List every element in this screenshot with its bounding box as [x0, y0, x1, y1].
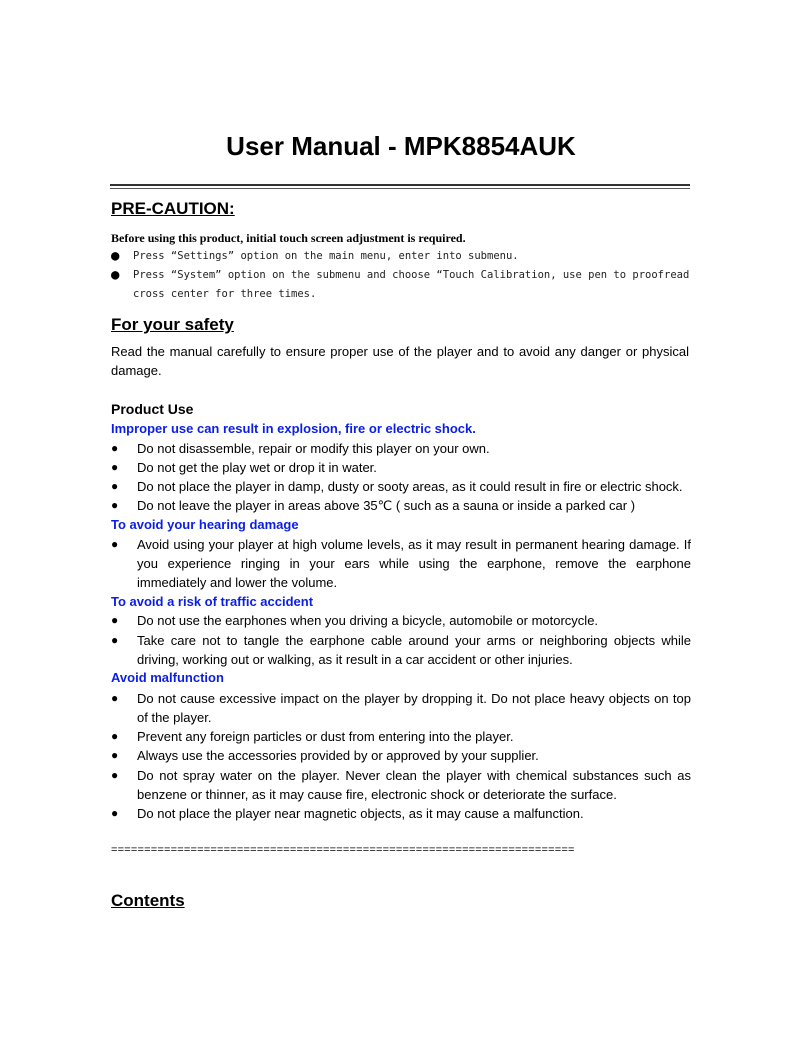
- list-item-text: Take care not to tangle the earphone cable around your arms or neighboring objects while driving, working out or walking, as it result in a car accident or other injuries.: [137, 633, 691, 667]
- precaution-heading: PRE-CAUTION:: [111, 199, 235, 218]
- list-item-text: Do not use the earphones when you driving a bicycle, automobile or motorcycle.: [137, 613, 599, 628]
- product-use-warning: Improper use can result in explosion, fire or electric shock.: [111, 421, 476, 436]
- list-item: [111, 496, 691, 515]
- safety-heading: For your safety: [111, 315, 234, 334]
- list-item-text: Prevent any foreign particles or dust from entering into the player.: [137, 729, 514, 744]
- list-item-text: Avoid using your player at high volume levels, as it may result in permanent hearing damage. If you experience ringing in your ears while using the earphone, remove the earphone immediately and lower the volume.: [137, 537, 691, 590]
- precaution-item-text: Press “System” option on the submenu and choose “Touch Calibration, use pen to proofread cross center for three times.: [133, 269, 690, 300]
- list-item-text: Do not cause excessive impact on the player by dropping it. Do not place heavy objects on top of the player.: [137, 691, 691, 725]
- bullet-icon: ●: [111, 248, 120, 264]
- bullet-icon: ●: [111, 537, 119, 551]
- list-item: [111, 439, 691, 458]
- list-item: [111, 477, 691, 496]
- bullet-icon: ●: [111, 768, 119, 782]
- title-rule-thick: [110, 184, 690, 186]
- list-item-text: Do not get the play wet or drop it in water.: [137, 460, 377, 475]
- bullet-icon: ●: [111, 806, 119, 820]
- precaution-intro: Before using this product, initial touch screen adjustment is required.: [111, 231, 466, 245]
- bullet-icon: ●: [111, 441, 119, 455]
- list-item-text: Always use the accessories provided by or approved by your supplier.: [137, 748, 539, 763]
- list-item: [111, 804, 691, 823]
- product-use-heading: Product Use: [111, 401, 194, 417]
- list-item: [111, 535, 691, 592]
- separator-line: ======================================================================: [111, 844, 575, 856]
- malfunction-heading: Avoid malfunction: [111, 670, 224, 685]
- bullet-icon: ●: [111, 267, 120, 283]
- traffic-heading: To avoid a risk of traffic accident: [111, 594, 314, 609]
- bullet-icon: ●: [111, 613, 119, 627]
- list-item: [111, 458, 691, 477]
- list-item: [111, 689, 691, 727]
- bullet-icon: ●: [111, 460, 119, 474]
- bullet-icon: ●: [111, 748, 119, 762]
- contents-heading: Contents: [111, 891, 185, 910]
- document-title: User Manual - MPK8854AUK: [226, 131, 576, 161]
- list-item-text: Do not place the player near magnetic objects, as it may cause a malfunction.: [137, 806, 584, 821]
- list-item: [111, 631, 691, 669]
- list-item: [111, 611, 691, 630]
- bullet-icon: ●: [111, 633, 119, 647]
- title-rule-thin: [110, 188, 690, 189]
- safety-paragraph: Read the manual carefully to ensure proper use of the player and to avoid any danger or physical damage.: [111, 344, 689, 378]
- list-item-text: Do not spray water on the player. Never clean the player with chemical substances such as benzene or thinner, as it may cause fire, electronic shock or deteriorate the surface.: [137, 768, 691, 802]
- list-item-text: Do not place the player in damp, dusty or sooty areas, as it could result in fire or electric shock.: [137, 479, 683, 494]
- list-item-text: Do not disassemble, repair or modify this player on your own.: [137, 441, 490, 456]
- precaution-item: [111, 266, 701, 304]
- bullet-icon: ●: [111, 498, 119, 512]
- precaution-item: [111, 247, 701, 266]
- precaution-item-text: Press “Settings” option on the main menu, enter into submenu.: [133, 250, 519, 262]
- list-item: [111, 727, 691, 746]
- bullet-icon: ●: [111, 691, 119, 705]
- list-item: [111, 766, 691, 804]
- list-item-text: Do not leave the player in areas above 35℃ ( such as a sauna or inside a parked car ): [137, 498, 636, 513]
- hearing-heading: To avoid your hearing damage: [111, 517, 299, 532]
- list-item: [111, 746, 691, 765]
- bullet-icon: ●: [111, 729, 119, 743]
- bullet-icon: ●: [111, 479, 119, 493]
